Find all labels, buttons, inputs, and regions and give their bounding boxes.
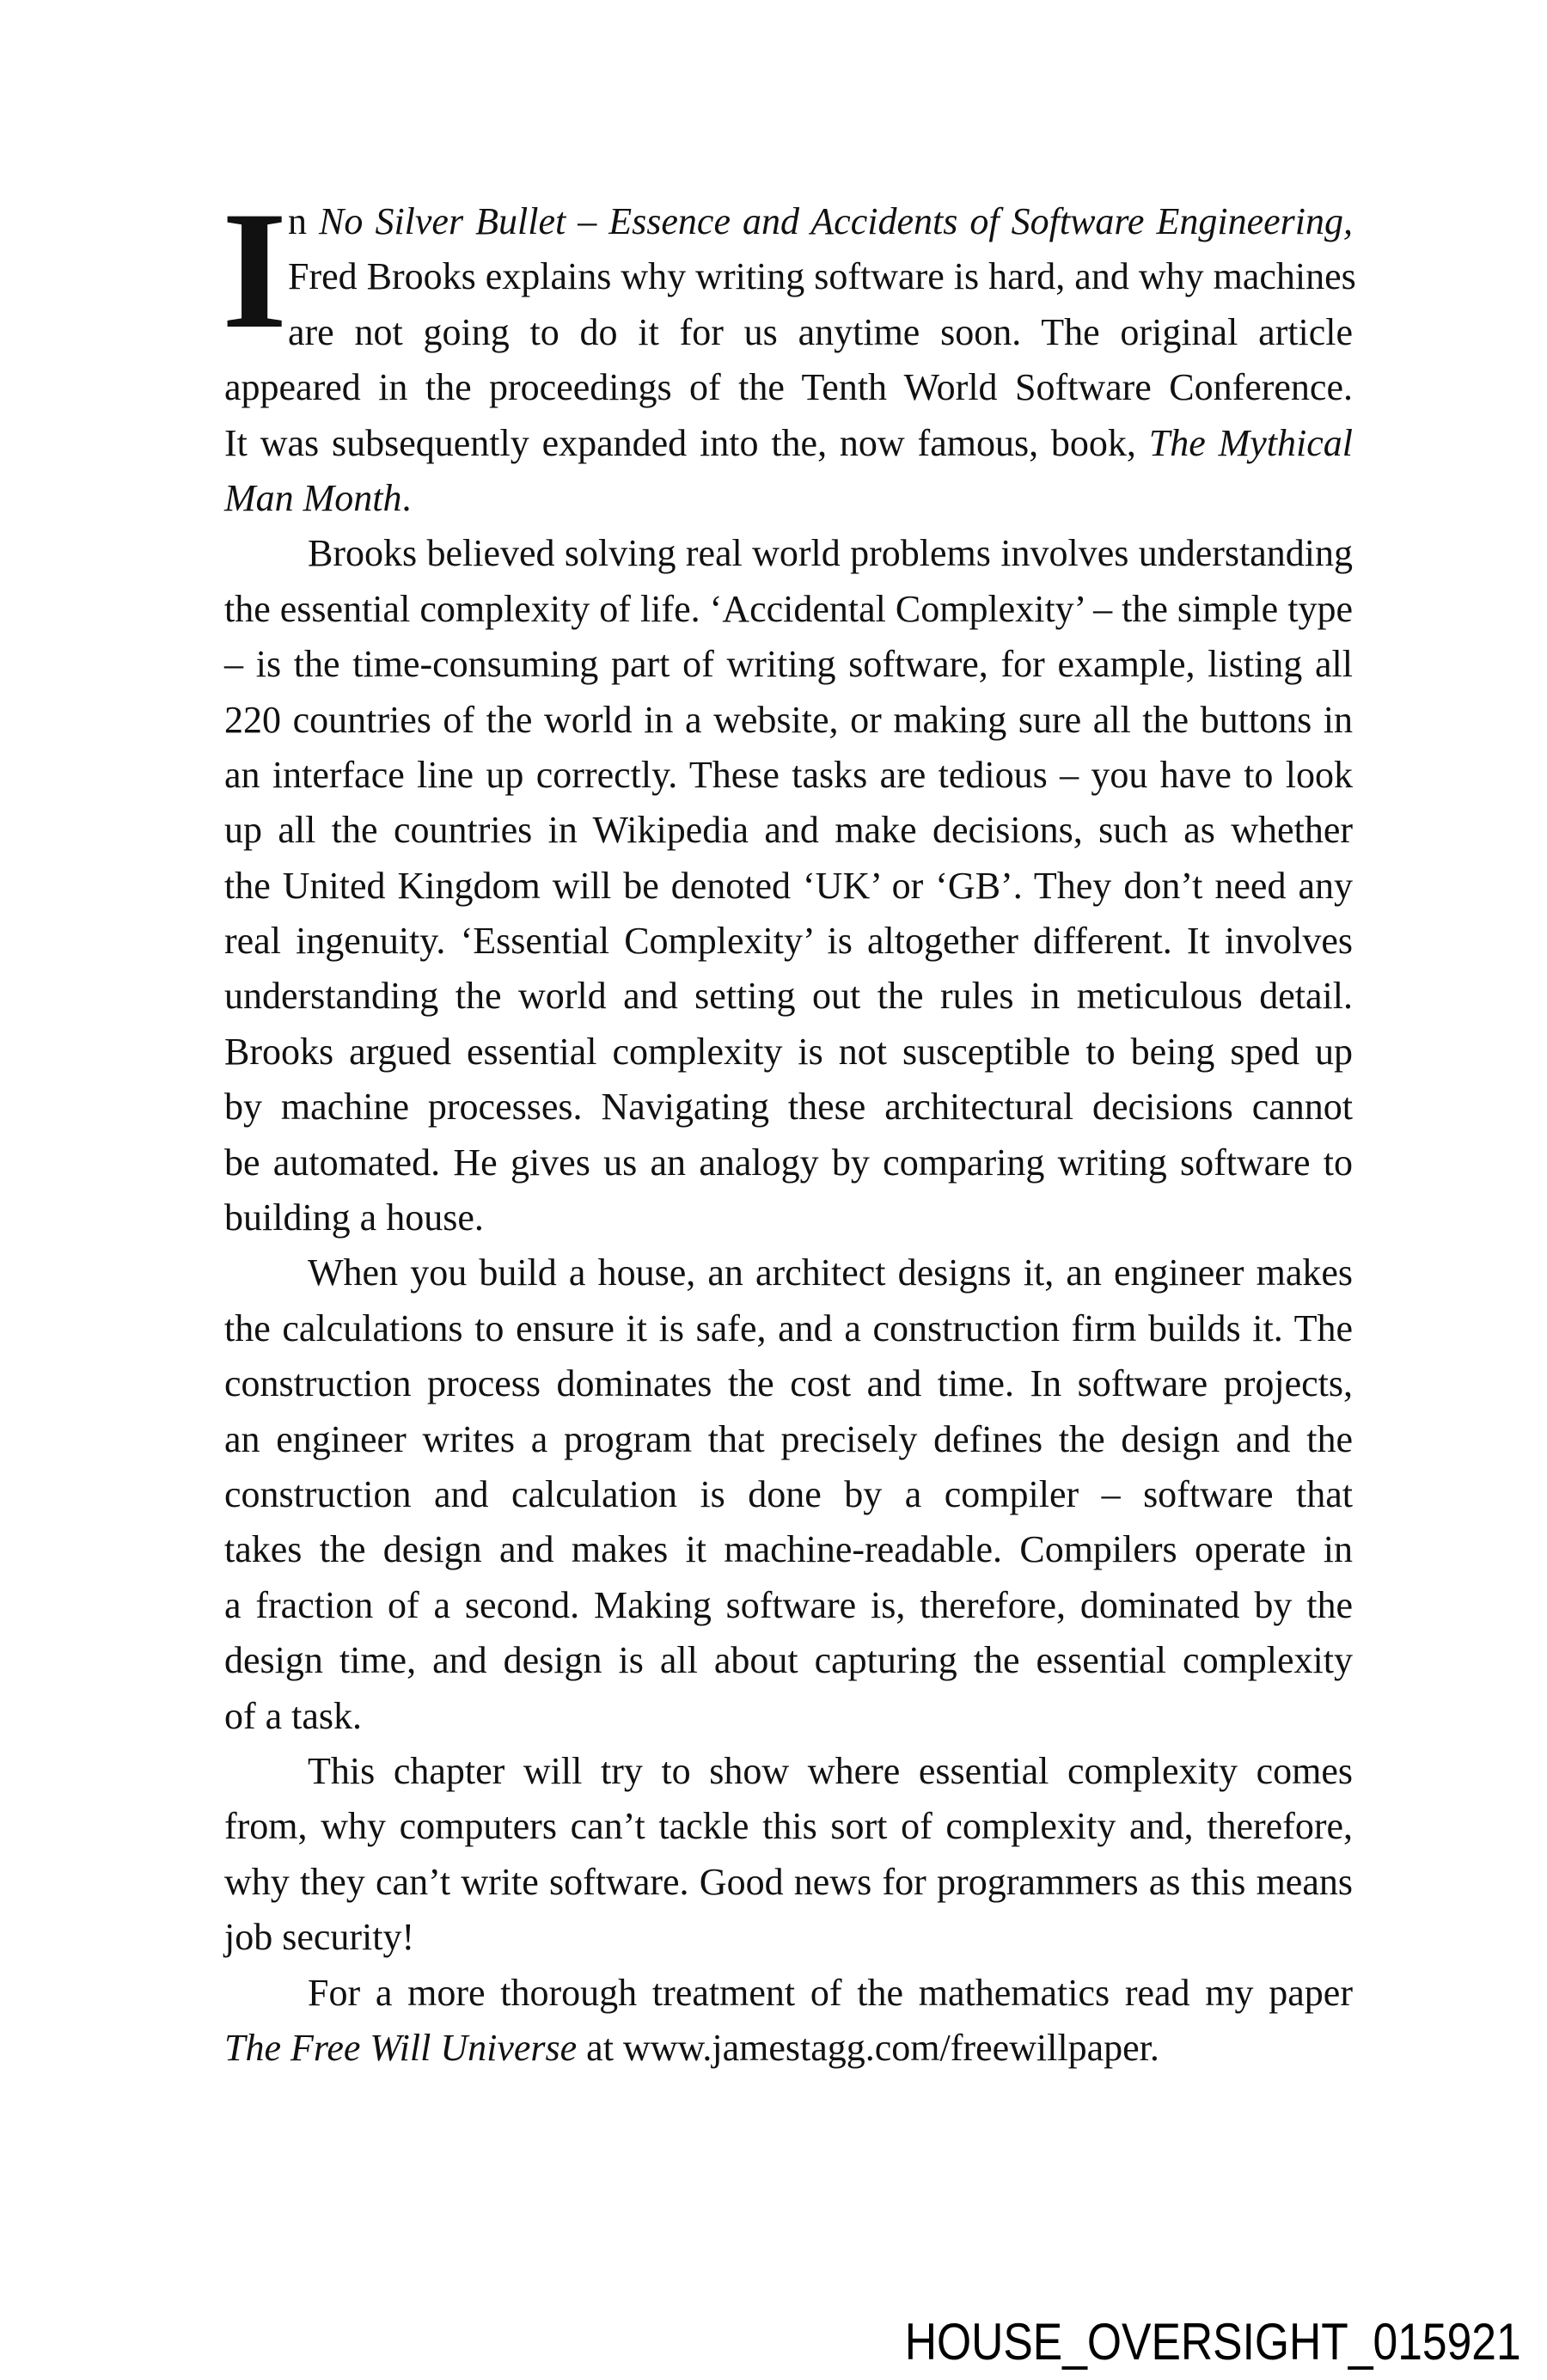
paragraphs	[222, 177, 1356, 2076]
text-run: 220 countries of the world in a website, or making sure all the buttons in	[224, 698, 1353, 741]
paragraph	[224, 1966, 1353, 2077]
text-run: building a house.	[224, 1196, 484, 1239]
text-line	[224, 582, 1353, 637]
text-line	[224, 1190, 1353, 1245]
text-line	[224, 360, 1353, 415]
text-line	[224, 637, 1353, 692]
text-run: n	[288, 200, 320, 242]
text-run: an interface line up correctly. These tasks are tedious – you have to look	[224, 753, 1353, 796]
italic-title: Man Month	[224, 476, 402, 519]
text-line	[224, 693, 1353, 748]
italic-title: No Silver Bullet – Essence and Accidents of Software Engineering,	[319, 200, 1354, 242]
text-line	[224, 471, 1353, 526]
text-run: at www.jamestagg.com/freewillpaper.	[577, 2026, 1159, 2069]
text-run: Brooks believed solving real world problems involves understanding	[308, 532, 1353, 575]
text-run: construction process dominates the cost and time. In software projects,	[224, 1362, 1353, 1405]
italic-title: The Mythical	[1148, 421, 1353, 464]
text-run: takes the design and makes it machine-readable. Compilers operate in	[224, 1528, 1353, 1571]
text-run: job security!	[224, 1916, 415, 1959]
text-line	[224, 1799, 1353, 1854]
text-line	[224, 526, 1353, 581]
drop-cap: I	[222, 177, 288, 364]
text-line	[224, 859, 1353, 914]
text-line	[224, 1301, 1353, 1356]
text-run: Fred Brooks explains why writing software is hard, and why machines	[288, 255, 1356, 298]
text-line	[224, 1689, 1353, 1744]
chapter-body	[222, 177, 1356, 2076]
text-run: from, why computers can’t tackle this sort of complexity and, therefore,	[224, 1805, 1353, 1848]
text-run: the essential complexity of life. ‘Accidental Complexity’ – the simple type	[224, 587, 1353, 630]
text-line	[224, 748, 1353, 803]
text-line	[224, 1080, 1353, 1135]
text-line	[224, 1744, 1353, 1799]
text-run: design time, and design is all about capturing the essential complexity	[224, 1639, 1353, 1682]
text-line	[224, 1467, 1353, 1522]
text-line	[224, 1633, 1353, 1688]
text-run: – is the time-consuming part of writing software, for example, listing all	[224, 643, 1353, 686]
text-line	[224, 305, 1353, 360]
text-run: the United Kingdom will be denoted ‘UK’ or ‘GB’. They don’t need any	[224, 864, 1353, 907]
text-run: When you build a house, an architect designs it, an engineer makes	[308, 1251, 1353, 1294]
text-line	[224, 1855, 1353, 1910]
text-line	[224, 249, 1356, 304]
text-run: of a task.	[224, 1694, 363, 1737]
text-run: a fraction of a second. Making software is, therefore, dominated by the	[224, 1583, 1353, 1626]
italic-title: The Free Will Universe	[224, 2026, 578, 2069]
text-line	[224, 194, 1353, 249]
text-run: why they can’t write software. Good news for programmers as this means	[224, 1860, 1353, 1903]
text-run: .	[401, 476, 412, 519]
paragraph	[224, 1245, 1353, 1744]
paragraph	[224, 526, 1353, 1245]
text-line	[224, 2021, 1353, 2076]
text-run: appeared in the proceedings of the Tenth World Software Conference.	[224, 366, 1353, 409]
text-line	[224, 1245, 1353, 1300]
text-line	[224, 803, 1353, 858]
text-run: It was subsequently expanded into the, now famous, book,	[224, 421, 1149, 464]
text-line	[224, 1025, 1353, 1080]
paragraph	[222, 177, 1356, 526]
text-run: up all the countries in Wikipedia and make decisions, such as whether	[224, 809, 1353, 852]
text-run: the calculations to ensure it is safe, and a construction firm builds it. The	[224, 1306, 1353, 1349]
text-line	[224, 1135, 1353, 1190]
bates-stamp: HOUSE_OVERSIGHT_015921	[905, 2313, 1521, 2371]
paragraph	[224, 1744, 1353, 1966]
text-line	[224, 1412, 1353, 1467]
text-run: This chapter will try to show where essential complexity comes	[308, 1749, 1353, 1792]
text-run: be automated. He gives us an analogy by comparing writing software to	[224, 1141, 1353, 1184]
text-run: by machine processes. Navigating these architectural decisions cannot	[224, 1086, 1353, 1129]
text-line	[224, 1356, 1353, 1411]
text-run: Brooks argued essential complexity is not susceptible to being sped up	[224, 1030, 1353, 1073]
text-run: are not going to do it for us anytime soon. The original article	[288, 310, 1353, 353]
text-line	[224, 1578, 1353, 1633]
text-line	[224, 1910, 1353, 1965]
text-line	[224, 1966, 1353, 2021]
text-run: For a more thorough treatment of the mathematics read my paper	[308, 1971, 1353, 2014]
text-run: real ingenuity. ‘Essential Complexity’ is altogether different. It involves	[224, 920, 1353, 963]
text-run: an engineer writes a program that precisely defines the design and the	[224, 1417, 1353, 1460]
text-line	[224, 914, 1353, 969]
text-line	[224, 416, 1353, 471]
text-run: construction and calculation is done by a compiler – software that	[224, 1472, 1353, 1515]
text-line	[224, 1522, 1353, 1577]
text-run: understanding the world and setting out the rules in meticulous detail.	[224, 975, 1353, 1018]
text-line	[224, 969, 1353, 1024]
